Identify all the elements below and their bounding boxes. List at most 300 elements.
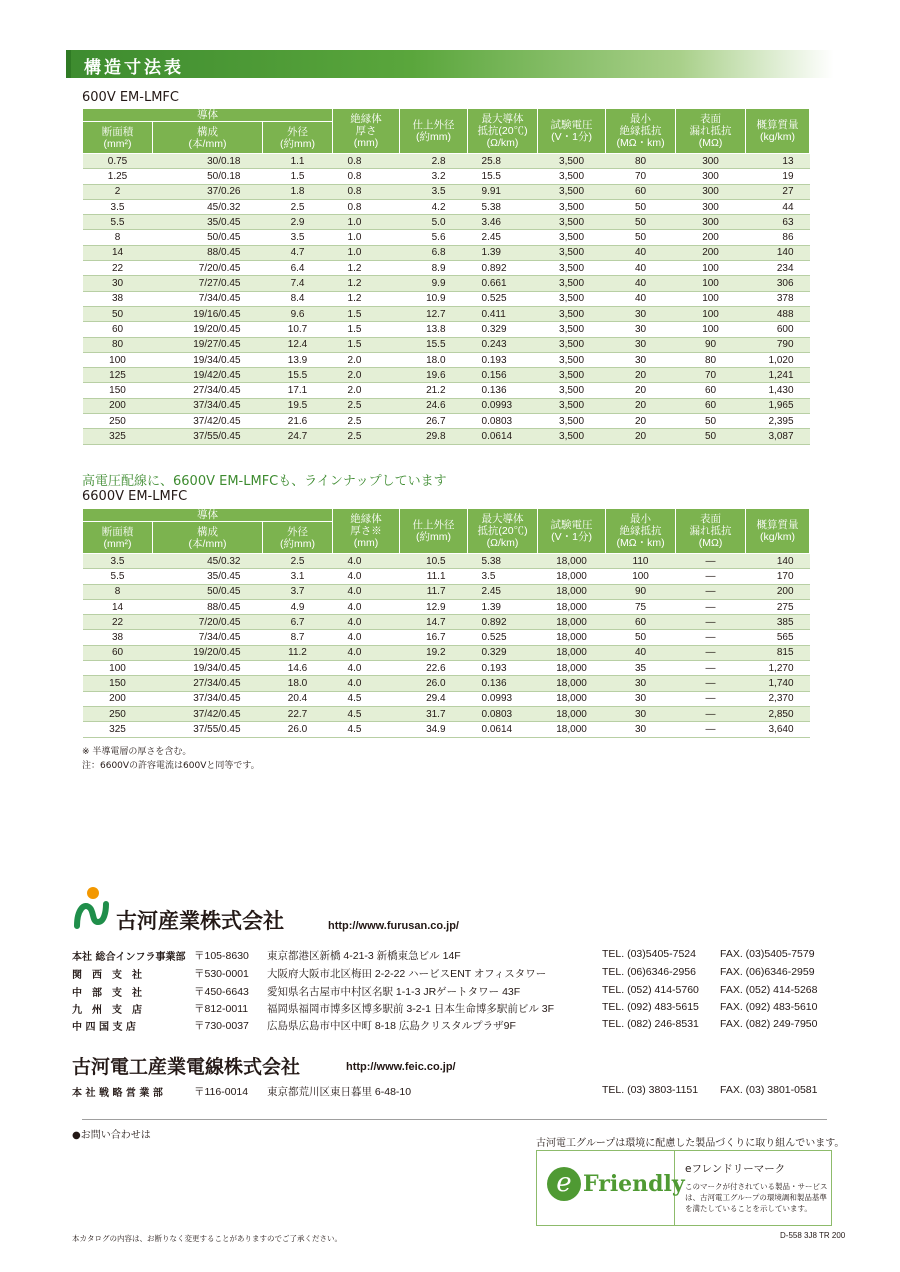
- th-od: 外径 (約mm): [263, 522, 333, 554]
- office-fax: FAX. (082) 249-7950: [720, 1018, 818, 1030]
- table-cell: 1.0: [333, 245, 400, 260]
- efriendly-title: eフレンドリーマーク: [685, 1163, 786, 1175]
- table-cell: 3,087: [746, 429, 810, 444]
- table-cell: 5.38: [468, 554, 538, 569]
- table-cell: 0.8: [333, 154, 400, 169]
- th-test-voltage: 試験電圧 (V・1分): [538, 109, 606, 154]
- table-cell: 20: [606, 368, 676, 383]
- table-cell: 3,500: [538, 322, 606, 337]
- table1-body: [83, 154, 810, 445]
- table-cell: 30/0.18: [153, 154, 263, 169]
- table-cell: 27/34/0.45: [153, 676, 263, 691]
- table-cell: 1.2: [333, 261, 400, 276]
- office-name: 関 西 支 社: [72, 970, 142, 981]
- footer-disclaimer: 本カタログの内容は、お断りなく変更することがありますのでご了承ください。: [72, 1234, 342, 1243]
- table-cell: 4.0: [333, 630, 400, 645]
- table-cell: 19.6: [400, 368, 468, 383]
- table-cell: 0.136: [468, 383, 538, 398]
- table-cell: 3,640: [746, 722, 810, 737]
- th-resistance: 最大導体 抵抗(20℃) (Ω/km): [468, 509, 538, 554]
- table-cell: 26.0: [400, 676, 468, 691]
- table-cell: 22.6: [400, 661, 468, 676]
- company1-name: 古河産業株式会社: [116, 909, 284, 933]
- table-cell: 5.0: [400, 215, 468, 230]
- table-cell: 13.8: [400, 322, 468, 337]
- th-composition: 構成 (本/mm): [153, 522, 263, 554]
- table-cell: 19.5: [263, 398, 333, 413]
- table-row: [83, 569, 810, 584]
- table-cell: 2.5: [333, 398, 400, 413]
- table2-body: [83, 554, 810, 738]
- table-cell: 200: [676, 230, 746, 245]
- table-cell: 45/0.32: [153, 199, 263, 214]
- table-cell: 18,000: [538, 615, 606, 630]
- th-insulation: 絶縁体 厚さ (mm): [333, 109, 400, 154]
- table-cell: 3,500: [538, 383, 606, 398]
- table-cell: 80: [676, 352, 746, 367]
- table-cell: 34.9: [400, 722, 468, 737]
- table-cell: 4.0: [333, 569, 400, 584]
- note-semiconductive: ※ 半導電層の厚さを含む。: [82, 747, 192, 757]
- table-cell: 1.5: [333, 337, 400, 352]
- table-cell: 0.8: [333, 169, 400, 184]
- table-cell: 30: [606, 676, 676, 691]
- table-row: [83, 291, 810, 306]
- table-cell: 80: [606, 154, 676, 169]
- table-6600v: [82, 508, 810, 738]
- table-cell: 5.5: [83, 215, 153, 230]
- table-cell: 40: [606, 276, 676, 291]
- table-row: [83, 383, 810, 398]
- table-cell: 15.5: [263, 368, 333, 383]
- office-tel: TEL. (06)6346-2956: [602, 966, 696, 978]
- th-area: 断面積 (mm²): [83, 122, 153, 154]
- table-cell: 37/42/0.45: [153, 414, 263, 429]
- table-cell: 50: [606, 215, 676, 230]
- table-cell: 37/42/0.45: [153, 706, 263, 721]
- table-cell: 3,500: [538, 199, 606, 214]
- table-cell: 70: [676, 368, 746, 383]
- table-cell: 20: [606, 429, 676, 444]
- table-cell: 12.9: [400, 599, 468, 614]
- table-cell: 50/0.45: [153, 230, 263, 245]
- th-insulation: 絶縁体 厚さ※ (mm): [333, 509, 400, 554]
- table-cell: 70: [606, 169, 676, 184]
- table-cell: 63: [746, 215, 810, 230]
- table-cell: 2.0: [333, 352, 400, 367]
- table-cell: —: [676, 661, 746, 676]
- table-cell: 19.2: [400, 645, 468, 660]
- table-cell: 325: [83, 722, 153, 737]
- table-cell: 5.5: [83, 569, 153, 584]
- table-row: [83, 261, 810, 276]
- table-row: [83, 599, 810, 614]
- table-cell: 3,500: [538, 429, 606, 444]
- office-fax: FAX. (052) 414-5268: [720, 984, 818, 996]
- table-row: [83, 184, 810, 199]
- office-addr: 愛知県名古屋市中村区名駅 1-1-3 JRゲートタワー 43F: [267, 986, 521, 998]
- office-addr: 広島県広島市中区中町 8-18 広島クリスタルプラザ9F: [267, 1020, 516, 1032]
- office-tel: TEL. (082) 246-8531: [602, 1018, 699, 1030]
- table-cell: 140: [746, 245, 810, 260]
- table-cell: 100: [676, 261, 746, 276]
- table-cell: 20: [606, 383, 676, 398]
- table-cell: 3,500: [538, 352, 606, 367]
- table-cell: 4.0: [333, 554, 400, 569]
- table-row: [83, 368, 810, 383]
- table-cell: 2.0: [333, 368, 400, 383]
- table-cell: 0.243: [468, 337, 538, 352]
- table-cell: 24.6: [400, 398, 468, 413]
- th-finish-od: 仕上外径 (約mm): [400, 509, 468, 554]
- table-cell: 60: [676, 383, 746, 398]
- table-cell: 3,500: [538, 368, 606, 383]
- company1-url[interactable]: http://www.furusan.co.jp/: [328, 920, 459, 932]
- table-cell: 19/42/0.45: [153, 368, 263, 383]
- table-cell: 30: [606, 322, 676, 337]
- table-cell: 0.136: [468, 676, 538, 691]
- office-fax: FAX. (092) 483-5610: [720, 1001, 818, 1013]
- table-cell: 4.0: [333, 676, 400, 691]
- table-cell: 35/0.45: [153, 215, 263, 230]
- table-cell: 275: [746, 599, 810, 614]
- contact-label: ●お問い合わせは: [72, 1130, 151, 1141]
- table-cell: 38: [83, 630, 153, 645]
- table-cell: 26.0: [263, 722, 333, 737]
- table-cell: 31.7: [400, 706, 468, 721]
- table-row: [83, 215, 810, 230]
- table-cell: 19/16/0.45: [153, 306, 263, 321]
- efriendly-logo: [537, 1151, 685, 1225]
- office-fax: FAX. (03)5405-7579: [720, 948, 815, 960]
- table-cell: 50: [83, 306, 153, 321]
- table-cell: 125: [83, 368, 153, 383]
- th-conductor: 導体: [83, 509, 333, 522]
- table-cell: 3,500: [538, 306, 606, 321]
- table-cell: 18,000: [538, 630, 606, 645]
- table-cell: 1.1: [263, 154, 333, 169]
- table-cell: 15.5: [468, 169, 538, 184]
- table2-subcaption: 高電圧配線に、6600V EM-LMFCも、ラインナップしています: [82, 474, 447, 489]
- table-cell: 11.2: [263, 645, 333, 660]
- table-cell: 18,000: [538, 722, 606, 737]
- table-cell: 1.25: [83, 169, 153, 184]
- table-cell: —: [676, 599, 746, 614]
- table-row: [83, 554, 810, 569]
- office-name: 本社 総合インフラ事業部: [72, 952, 186, 963]
- table-600v: [82, 108, 810, 445]
- th-od: 外径 (約mm): [263, 122, 333, 154]
- table-cell: 3.5: [263, 230, 333, 245]
- table-cell: 100: [676, 306, 746, 321]
- table-cell: 3.46: [468, 215, 538, 230]
- table-cell: 19/27/0.45: [153, 337, 263, 352]
- table-cell: 30: [83, 276, 153, 291]
- table-cell: 200: [746, 584, 810, 599]
- table-cell: 378: [746, 291, 810, 306]
- table-row: [83, 352, 810, 367]
- table-cell: 21.6: [263, 414, 333, 429]
- table-cell: 50/0.18: [153, 169, 263, 184]
- table-cell: 7.4: [263, 276, 333, 291]
- table-cell: 6.4: [263, 261, 333, 276]
- office-address: 東京都荒川区東日暮里 6-48-10: [267, 1086, 412, 1098]
- table-cell: 30: [606, 691, 676, 706]
- table-cell: 0.0803: [468, 414, 538, 429]
- table-cell: 3,500: [538, 261, 606, 276]
- table-cell: 3.7: [263, 584, 333, 599]
- table-cell: 325: [83, 429, 153, 444]
- table-cell: —: [676, 584, 746, 599]
- table-cell: 300: [676, 169, 746, 184]
- th-composition: 構成 (本/mm): [153, 122, 263, 154]
- table-cell: 37/55/0.45: [153, 429, 263, 444]
- table-cell: —: [676, 554, 746, 569]
- table-cell: 86: [746, 230, 810, 245]
- table-cell: 2,850: [746, 706, 810, 721]
- table-cell: 40: [606, 291, 676, 306]
- table-cell: 4.0: [333, 615, 400, 630]
- table-cell: 14.6: [263, 661, 333, 676]
- table-cell: 2,370: [746, 691, 810, 706]
- th-surface-resistance: 表面 漏れ抵抗 (MΩ): [676, 509, 746, 554]
- table-cell: 27: [746, 184, 810, 199]
- table-cell: 100: [83, 661, 153, 676]
- table-cell: 15.5: [400, 337, 468, 352]
- th-insulation-resistance: 最小 絶縁抵抗 (MΩ・km): [606, 109, 676, 154]
- office-name: 九 州 支 店: [72, 1005, 142, 1016]
- table-cell: 19/20/0.45: [153, 645, 263, 660]
- table-cell: 18,000: [538, 554, 606, 569]
- table-cell: 815: [746, 645, 810, 660]
- table-cell: 100: [606, 569, 676, 584]
- table-cell: 26.7: [400, 414, 468, 429]
- table-cell: 100: [676, 291, 746, 306]
- table-row: [83, 615, 810, 630]
- table-row: [83, 584, 810, 599]
- table-cell: 5.6: [400, 230, 468, 245]
- efriendly-wordmark: Friendly: [583, 1171, 685, 1197]
- table-row: [83, 661, 810, 676]
- table-cell: 9.6: [263, 306, 333, 321]
- table-cell: 25.8: [468, 154, 538, 169]
- table-cell: 30: [606, 352, 676, 367]
- office-addr: 大阪府大阪市北区梅田 2-2-22 ハービスENT オフィスタワー: [267, 968, 547, 980]
- table-cell: 19: [746, 169, 810, 184]
- table-cell: 0.8: [333, 199, 400, 214]
- office-zip: 〒116-0014: [194, 1086, 249, 1098]
- table-cell: 3,500: [538, 245, 606, 260]
- table-cell: 20: [606, 398, 676, 413]
- table-cell: 37/34/0.45: [153, 691, 263, 706]
- table-cell: 18,000: [538, 706, 606, 721]
- table-row: [83, 414, 810, 429]
- table-cell: 60: [606, 184, 676, 199]
- table-cell: 0.892: [468, 615, 538, 630]
- table-cell: 6.8: [400, 245, 468, 260]
- table-cell: 1.5: [333, 306, 400, 321]
- table-cell: 3.5: [400, 184, 468, 199]
- table-cell: 300: [676, 199, 746, 214]
- table-cell: 140: [746, 554, 810, 569]
- table-cell: 50: [676, 429, 746, 444]
- table-cell: —: [676, 691, 746, 706]
- office-name: 中 四 国 支 店: [72, 1022, 136, 1033]
- table-cell: 18,000: [538, 691, 606, 706]
- table-cell: 20.4: [263, 691, 333, 706]
- table-cell: 60: [83, 322, 153, 337]
- table-cell: 2.5: [263, 199, 333, 214]
- table-cell: 200: [676, 245, 746, 260]
- table-cell: 19/20/0.45: [153, 322, 263, 337]
- table-cell: 10.5: [400, 554, 468, 569]
- table-row: [83, 230, 810, 245]
- table-cell: 90: [676, 337, 746, 352]
- th-surface-resistance: 表面 漏れ抵抗 (MΩ): [676, 109, 746, 154]
- table-row: [83, 322, 810, 337]
- table-cell: 250: [83, 706, 153, 721]
- th-resistance: 最大導体 抵抗(20℃) (Ω/km): [468, 109, 538, 154]
- table-cell: 35/0.45: [153, 569, 263, 584]
- table-cell: 4.2: [400, 199, 468, 214]
- table-cell: 7/34/0.45: [153, 291, 263, 306]
- office-name: 本 社 戦 略 営 業 部: [72, 1088, 163, 1099]
- table-cell: 1.39: [468, 245, 538, 260]
- table-cell: 22: [83, 615, 153, 630]
- table-cell: 1.0: [333, 230, 400, 245]
- table-cell: 30: [606, 722, 676, 737]
- table-cell: 4.9: [263, 599, 333, 614]
- table-cell: 4.0: [333, 599, 400, 614]
- table-cell: 12.7: [400, 306, 468, 321]
- table-cell: 2.45: [468, 584, 538, 599]
- table-cell: 1,020: [746, 352, 810, 367]
- th-finish-od: 仕上外径 (約mm): [400, 109, 468, 154]
- table-cell: 0.193: [468, 352, 538, 367]
- table-cell: 3,500: [538, 276, 606, 291]
- office-addr: 福岡県福岡市博多区博多駅前 3-2-1 日本生命博多駅前ビル 3F: [267, 1003, 555, 1015]
- table-cell: —: [676, 706, 746, 721]
- table-cell: 1,430: [746, 383, 810, 398]
- table-cell: 2.9: [263, 215, 333, 230]
- table-row: [83, 398, 810, 413]
- table-cell: 18,000: [538, 584, 606, 599]
- table-cell: 4.5: [333, 691, 400, 706]
- table-cell: 300: [676, 184, 746, 199]
- table-cell: 1.5: [263, 169, 333, 184]
- company2-url[interactable]: http://www.feic.co.jp/: [346, 1061, 456, 1073]
- table-cell: 3.1: [263, 569, 333, 584]
- table-cell: 75: [606, 599, 676, 614]
- table-cell: 1.5: [333, 322, 400, 337]
- table-cell: 2.45: [468, 230, 538, 245]
- company2-name: 古河電工産業電線株式会社: [72, 1056, 301, 1078]
- table-cell: 9.9: [400, 276, 468, 291]
- table-cell: 2.5: [333, 429, 400, 444]
- office-zip: 〒730-0037: [194, 1020, 249, 1032]
- table-row: [83, 199, 810, 214]
- table-cell: —: [676, 645, 746, 660]
- table-row: [83, 676, 810, 691]
- table-cell: 2.5: [263, 554, 333, 569]
- table-cell: 110: [606, 554, 676, 569]
- table-cell: 5.38: [468, 199, 538, 214]
- table-cell: 7/27/0.45: [153, 276, 263, 291]
- table-cell: 29.4: [400, 691, 468, 706]
- table-cell: 3,500: [538, 337, 606, 352]
- table-row: [83, 245, 810, 260]
- table-cell: 3,500: [538, 169, 606, 184]
- th-mass: 概算質量 (kg/km): [746, 509, 810, 554]
- furusan-logo-icon: [74, 886, 114, 930]
- table-cell: —: [676, 722, 746, 737]
- section-title: 構造寸法表: [84, 58, 184, 78]
- table-cell: 22: [83, 261, 153, 276]
- table-cell: 306: [746, 276, 810, 291]
- table-cell: 80: [83, 337, 153, 352]
- table-cell: 0.0803: [468, 706, 538, 721]
- table-cell: 0.411: [468, 306, 538, 321]
- table-cell: 4.5: [333, 722, 400, 737]
- table-cell: 37/55/0.45: [153, 722, 263, 737]
- table-cell: 1,270: [746, 661, 810, 676]
- table-cell: 14.7: [400, 615, 468, 630]
- th-area: 断面積 (mm²): [83, 522, 153, 554]
- table-cell: 200: [83, 398, 153, 413]
- table-row: [83, 429, 810, 444]
- eco-headline: 古河電工グループは環境に配慮した製品づくりに取り組んでいます。: [536, 1138, 845, 1149]
- table-cell: 7/20/0.45: [153, 261, 263, 276]
- table-cell: 12.4: [263, 337, 333, 352]
- table-cell: 1,241: [746, 368, 810, 383]
- table-row: [83, 722, 810, 737]
- divider: [82, 1119, 827, 1120]
- table-cell: 0.329: [468, 645, 538, 660]
- table-cell: 37/0.26: [153, 184, 263, 199]
- table-cell: 18.0: [400, 352, 468, 367]
- office-tel: TEL. (03) 3803-1151: [602, 1084, 699, 1096]
- table-cell: 44: [746, 199, 810, 214]
- table-cell: —: [676, 676, 746, 691]
- office-zip: 〒530-0001: [194, 968, 249, 980]
- office-zip: 〒812-0011: [194, 1003, 249, 1015]
- table-cell: 19/34/0.45: [153, 352, 263, 367]
- table-cell: 30: [606, 306, 676, 321]
- table-cell: 18,000: [538, 661, 606, 676]
- table-cell: 35: [606, 661, 676, 676]
- th-insulation-resistance: 最小 絶縁抵抗 (MΩ・km): [606, 509, 676, 554]
- table-cell: 60: [676, 398, 746, 413]
- table-cell: 7/20/0.45: [153, 615, 263, 630]
- table-cell: 3,500: [538, 184, 606, 199]
- th-conductor: 導体: [83, 109, 333, 122]
- table-cell: 150: [83, 676, 153, 691]
- table-cell: 18,000: [538, 645, 606, 660]
- table-cell: 600: [746, 322, 810, 337]
- table-cell: 11.1: [400, 569, 468, 584]
- table-cell: 40: [606, 245, 676, 260]
- table-cell: 16.7: [400, 630, 468, 645]
- efriendly-description: このマークが付されている製品・サービスは、古河電工グループの環境調和製品基準を満たしていることを示しています。: [685, 1182, 828, 1213]
- table-cell: 60: [83, 645, 153, 660]
- table-cell: 27/34/0.45: [153, 383, 263, 398]
- table-cell: 50: [606, 230, 676, 245]
- table-cell: 37/34/0.45: [153, 398, 263, 413]
- table-cell: 14: [83, 245, 153, 260]
- table-cell: 18.0: [263, 676, 333, 691]
- table-cell: 2.0: [333, 383, 400, 398]
- table-row: [83, 706, 810, 721]
